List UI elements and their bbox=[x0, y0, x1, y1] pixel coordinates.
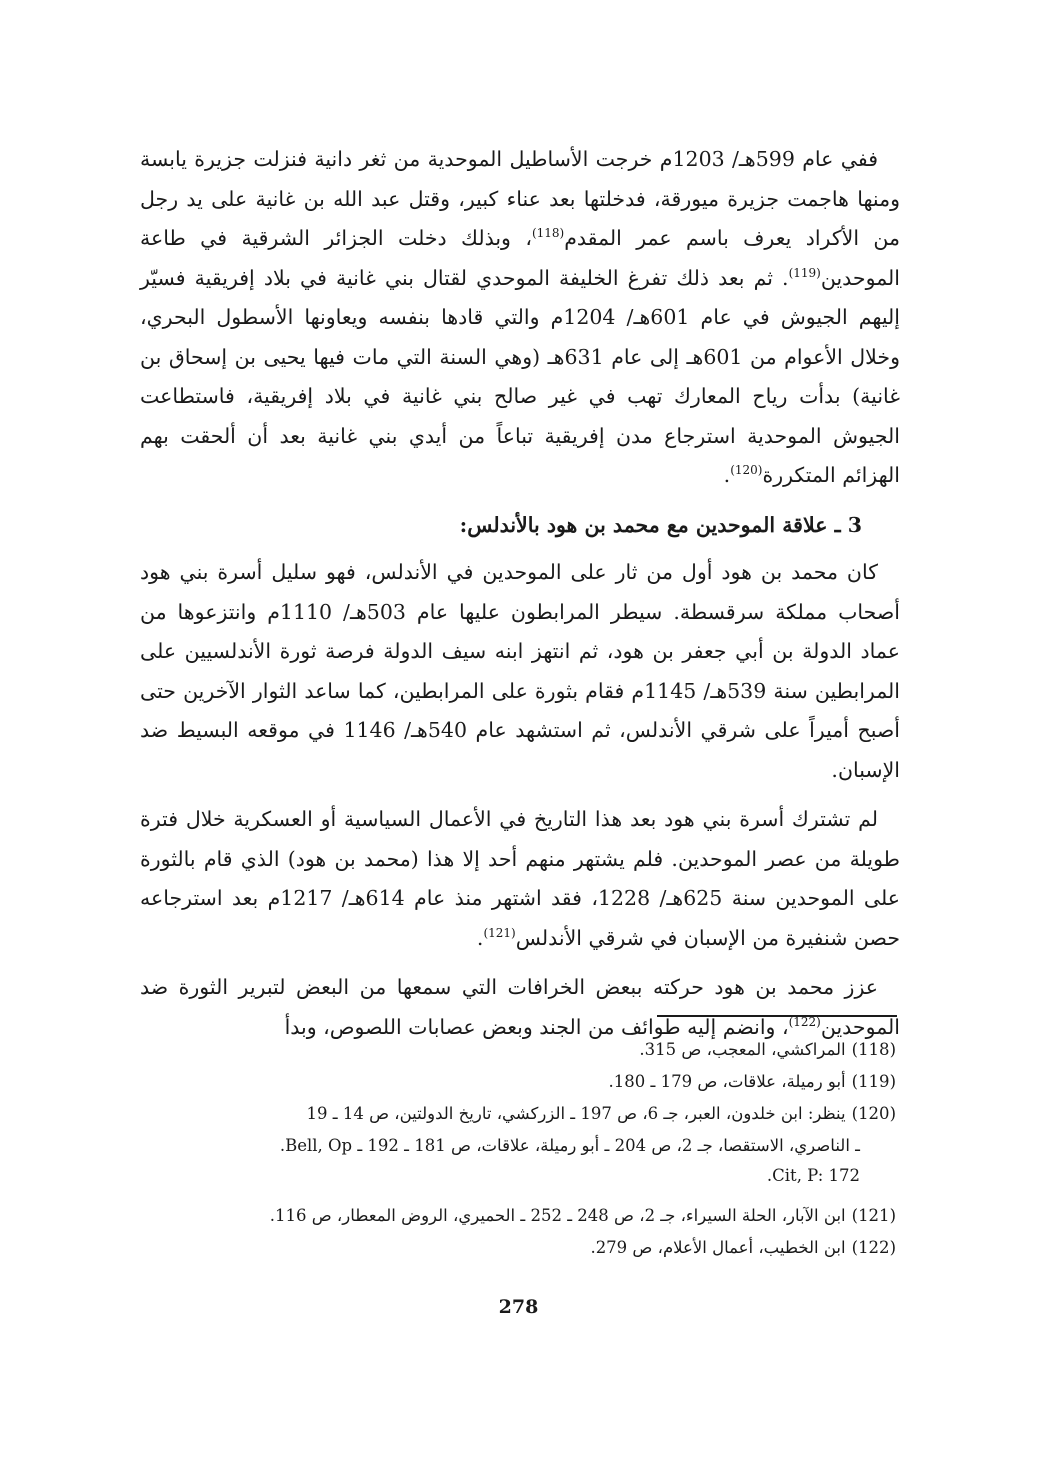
footnote-number: (119) bbox=[851, 1072, 896, 1091]
footnote-text: المراكشي، المعجب، ص 315. bbox=[639, 1040, 846, 1059]
footnote-number: (121) bbox=[851, 1206, 896, 1225]
footnote-separator bbox=[657, 1015, 897, 1017]
footnote-number: (118) bbox=[851, 1040, 896, 1059]
paragraph-3-end: . bbox=[476, 925, 484, 950]
footnote-120-line-2: ـ الناصري، الاستقصا، جـ 2، ص 204 ـ أبو رميلة، علاقات، ص 181 ـ 192 ـ Bell, Op. bbox=[279, 1136, 860, 1155]
paragraph-2: كان محمد بن هود أول من ثار على الموحدين في الأندلس، فهو سليل أسرة بني هود أصحاب مملكة سرقسطة. سيطر المرابطون عليها عام 503هـ/ 1110م وانتزعوها من عماد الدولة بن أبي جعفر بن هود، ثم انتهز ابنه سيف الدولة فرصة ثورة الأندلسيين على المرابطين سنة 539هـ/ 1145م فقام بثورة على المرابطين، كما ساعد الثوار الآخرين حتى أصبح أميراً على شرقي الأندلس، ثم استشهد عام 540هـ/ 1146 في موقعه البسيط ضد الإسبان. bbox=[140, 560, 900, 782]
footnote-ref-119[interactable]: (119) bbox=[788, 265, 821, 280]
footnote-number: (120) bbox=[851, 1104, 896, 1123]
footnote-122 bbox=[140, 1233, 900, 1263]
footnote-text: ابن الآبار، الحلة السيراء، جـ 2، ص 248 ـ 252 ـ الحميري، الروض المعطار، ص 116. bbox=[269, 1206, 846, 1225]
footnote-text: ينظر: ابن خلدون، العبر، جـ 6، ص 197 ـ الزركشي، تاريخ الدولتين، ص 14 ـ 19 bbox=[306, 1104, 846, 1123]
paragraph-3 bbox=[140, 800, 900, 958]
footnote-number: (122) bbox=[851, 1238, 896, 1257]
page-number: 278 bbox=[498, 1296, 539, 1318]
section-heading: 3 ـ علاقة الموحدين مع محمد بن هود بالأندلس: bbox=[459, 512, 862, 537]
footnote-ref-121[interactable]: (121) bbox=[483, 925, 516, 940]
paragraph-1 bbox=[140, 140, 900, 496]
paragraph-1-end: . bbox=[723, 463, 731, 487]
footnote-121 bbox=[140, 1201, 900, 1231]
paragraph-1-text-3: . ثم بعد ذلك تفرغ الخليفة الموحدي لقتال بني غانية في بلاد إفريقية فسيّر إليهم الجيوش في عام 601هـ/ 1204م والتي قادها بنفسه ويعاونها الأسطول البحري، وخلال الأعوام من 601هـ إلى عام 631هـ (وهي السنة التي مات فيها يحيى بن إسحاق بن غانية) بدأت رياح المعارك تهب في غير صالح بني غانية في بلاد إفريقية، فاستطاعت الجيوش الموحدية استرجاع مدن إفريقية تباعاً من أيدي بني غانية بعد أن ألحقت بهم الهزائم المتكررة bbox=[140, 265, 900, 487]
footnote-ref-122[interactable]: (122) bbox=[788, 1014, 821, 1029]
footnote-text: أبو رميلة، علاقات، ص 179 ـ 180. bbox=[608, 1072, 846, 1091]
paragraph-1-text: ففي عام 599هـ/ 1203م خرجت الأساطيل الموحدية من ثغر دانية فنزلت جزيرة يابسة ومنها هاجمت جزيرة ميورقة، فدخلتها بعد عناء كبير، وقتل عبد الله بن غانية على يد رجل من الأكراد يعرف باسم عمر المقدم bbox=[140, 147, 900, 250]
footnote-118 bbox=[140, 1035, 900, 1065]
footnote-text: ابن الخطيب، أعمال الأعلام، ص 279. bbox=[590, 1238, 846, 1257]
footnote-119 bbox=[140, 1067, 900, 1097]
footnote-120-line-3: Cit, P: 172. bbox=[766, 1166, 860, 1185]
footnotes bbox=[140, 1035, 900, 1265]
footnote-ref-118[interactable]: (118) bbox=[531, 226, 565, 241]
paragraph-4-text-2: ، وانضم إليه طوائف من الجند وبعض عصابات اللصوص، وبدأ bbox=[284, 1014, 789, 1039]
footnote-ref-120[interactable]: (120) bbox=[730, 463, 763, 478]
paragraph-1-text-2: ، وبذلك دخلت الجزائر الشرقية في طاعة الموحدين bbox=[140, 226, 900, 290]
main-text bbox=[140, 140, 900, 1057]
paragraph-4-text: عزز محمد بن هود حركته ببعض الخرافات التي سمعها من البعض لتبرير الثورة ضد الموحدين bbox=[140, 975, 900, 1039]
footnote-120 bbox=[140, 1099, 900, 1129]
paragraph-3-text: لم تشترك أسرة بني هود بعد هذا التاريخ في الأعمال السياسية أو العسكرية خلال فترة طويلة من عصر الموحدين. فلم يشتهر منهم أحد إلا هذا (محمد بن هود) الذي قام بالثورة على الموحدين سنة 625هـ/ 1228، فقد اشتهر منذ عام 614هـ/ 1217م بعد استرجاعه حصن شنفيرة من الإسبان في شرقي الأندلس bbox=[140, 807, 901, 950]
